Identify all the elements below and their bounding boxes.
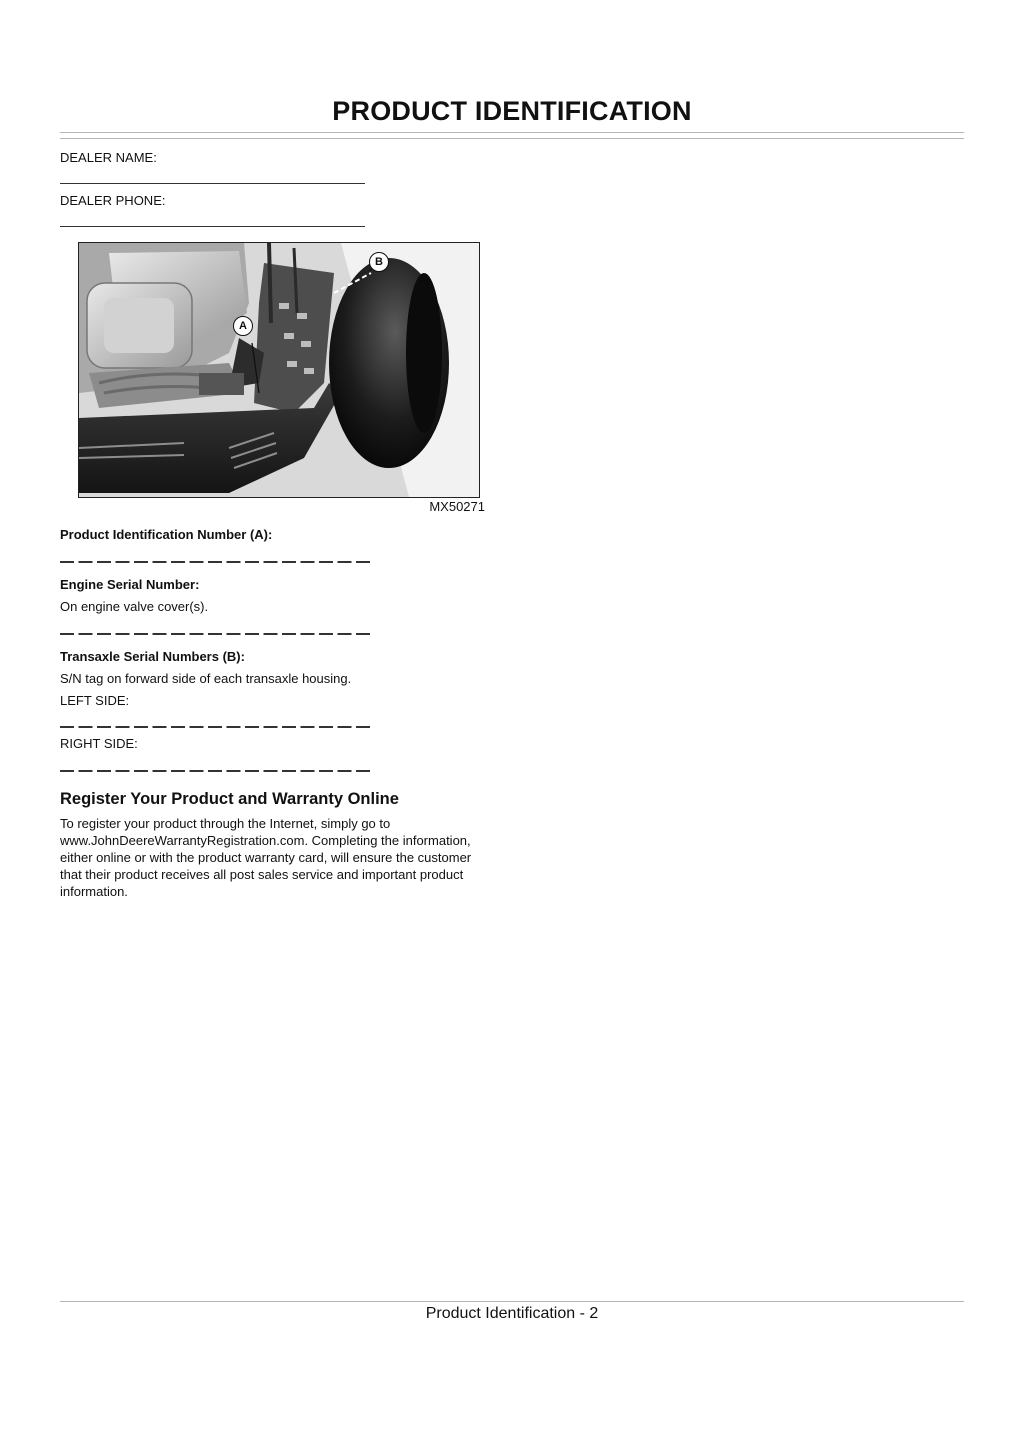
register-heading: Register Your Product and Warranty Online xyxy=(60,790,399,808)
engine-serial-blank xyxy=(60,633,374,635)
mower-illustration xyxy=(79,243,479,497)
header-divider xyxy=(60,132,964,139)
register-body: To register your product through the Internet, simply go to www.JohnDeereWarrantyRegistration.com. Completing the information, either online or with the product warranty card, will ensure the customer that their product receives all post sales service and important product information. xyxy=(60,816,472,899)
dealer-name-label: DEALER NAME: xyxy=(60,150,157,165)
callout-a: A xyxy=(233,316,253,336)
pin-label: Product Identification Number (A): xyxy=(60,527,273,542)
transaxle-serial-label: Transaxle Serial Numbers (B): xyxy=(60,649,245,664)
transaxle-serial-location: S/N tag on forward side of each transaxle housing. xyxy=(60,671,352,686)
dealer-name-blank xyxy=(60,183,365,184)
page-title: PRODUCT IDENTIFICATION xyxy=(332,96,692,126)
page-footer: Product Identification - 2 xyxy=(425,1305,599,1322)
figure-id: MX50271 xyxy=(429,499,485,514)
product-photo xyxy=(78,242,480,498)
dealer-phone-blank xyxy=(60,226,365,227)
transaxle-left-blank xyxy=(60,726,374,728)
transaxle-right-blank xyxy=(60,770,374,772)
transaxle-left-label: LEFT SIDE: xyxy=(60,693,130,708)
dealer-phone-label: DEALER PHONE: xyxy=(60,193,166,208)
engine-serial-location: On engine valve cover(s). xyxy=(60,599,209,614)
callout-b: B xyxy=(369,252,389,272)
transaxle-right-label: RIGHT SIDE: xyxy=(60,736,138,751)
engine-serial-label: Engine Serial Number: xyxy=(60,577,200,592)
pin-blank xyxy=(60,561,374,563)
footer-divider xyxy=(60,1301,964,1302)
